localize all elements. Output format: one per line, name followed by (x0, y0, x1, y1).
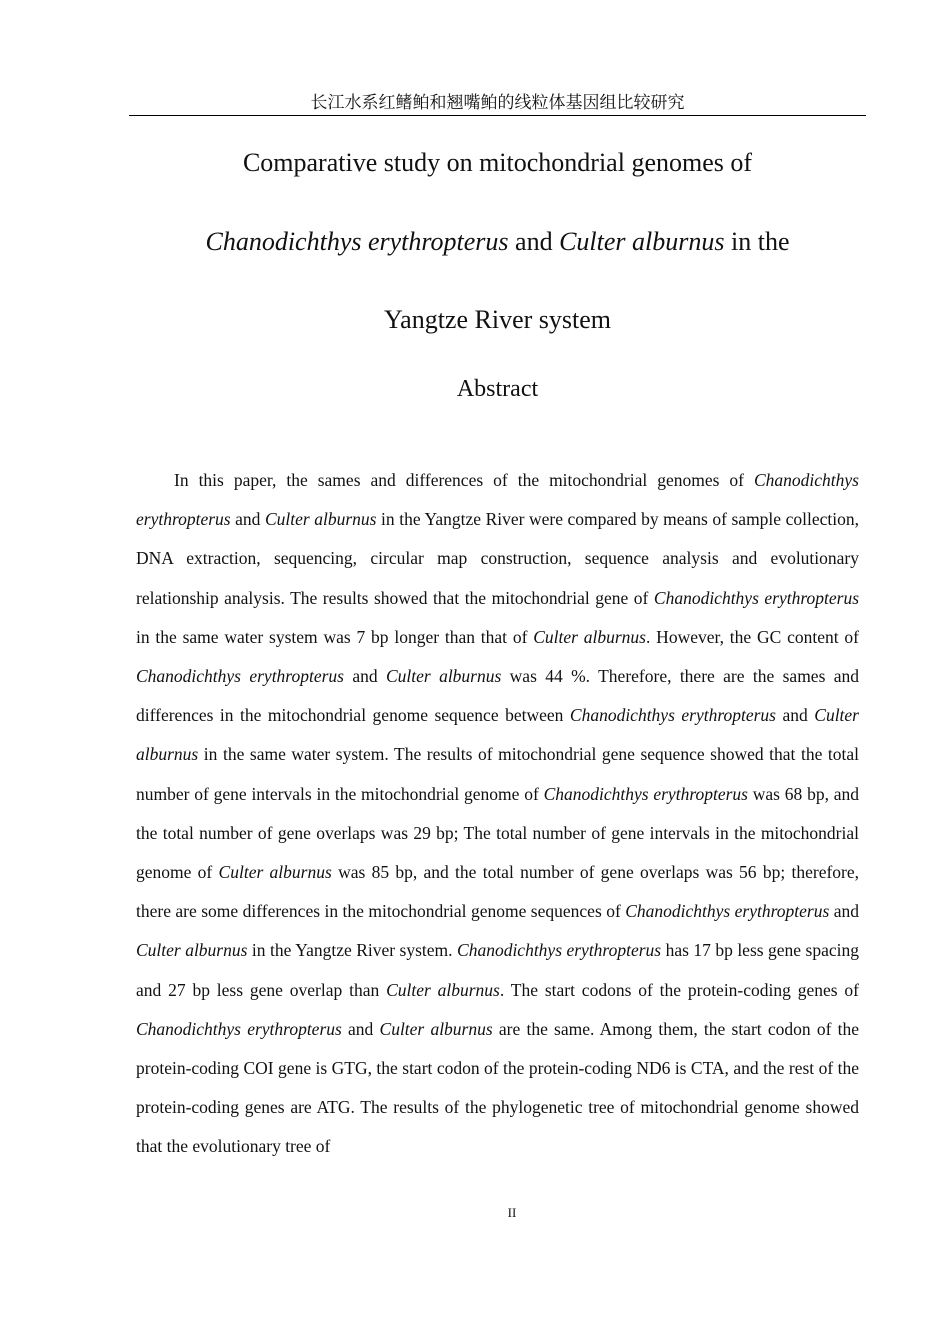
species-name: Chanodichthys erythropterus (136, 666, 344, 687)
running-header: 长江水系红鳍鲌和翘嘴鲌的线粒体基因组比较研究 (310, 93, 685, 113)
species-name: Culter alburnus (136, 940, 248, 961)
title-species-2: Culter alburnus (559, 227, 725, 256)
species-name: Culter alburnus (386, 979, 500, 1000)
abstract-text-segment: in the Yangtze River were compared by means of sample collection, DNA extraction, sequencing, circular map construction, sequence analysis and evolutionary relationship analysis. The results showed that the mitochondrial gene of (136, 509, 859, 608)
abstract-text-segment: . However, the GC content of (646, 626, 859, 647)
title-line-2 (90, 226, 905, 258)
abstract-text-segment: was 68 bp, and the total number of gene overlaps was 29 bp; The total number of gene intervals in the mitochondrial genome of (136, 783, 860, 883)
abstract-text-segment: in the Yangtze River system. (247, 940, 458, 961)
species-name: Chanodichthys erythropterus (625, 901, 830, 922)
abstract-text-segment: and (341, 1018, 380, 1039)
abstract-text-segment: are the same. Among them, the start codon of the protein-coding COI gene is GTG, the start codon of the protein-coding ND6 is CTA, and the rest of the protein-coding genes are ATG. The results of the phylogenetic tree of mitochondrial genome showed that the evolutionary tree of (136, 1018, 859, 1157)
species-name: Chanodichthys erythropterus (457, 940, 662, 961)
title-species-1: Chanodichthys erythropterus (205, 227, 509, 256)
abstract-text-segment: has 17 bp less gene spacing and 27 bp less gene overlap than (136, 940, 859, 1000)
species-name: Culter alburnus (533, 626, 646, 647)
abstract-text-segment: and (776, 705, 815, 726)
abstract-text-segment: and (343, 666, 386, 687)
header-rule (129, 115, 866, 116)
species-name: Chanodichthys erythropterus (136, 470, 859, 530)
abstract-text-segment: and (829, 901, 859, 922)
title-line-1: Comparative study on mitochondrial genomes of (242, 148, 753, 177)
species-name: Chanodichthys erythropterus (136, 1018, 342, 1039)
title-line-3: Yangtze River system (383, 305, 611, 334)
page-number: II (507, 1205, 517, 1220)
abstract-text-segment: was 44 %. Therefore, there are the sames and differences in the mitochondrial genome sequence between (136, 666, 860, 726)
species-name: Culter alburnus (264, 509, 377, 530)
species-name: Culter alburnus (136, 705, 859, 765)
species-name: Chanodichthys erythropterus (653, 587, 860, 608)
abstract-heading: Abstract (456, 376, 539, 402)
abstract-text-segment: in the same water system was 7 bp longer than that of (136, 626, 534, 647)
abstract-text-segment: . The start codons of the protein-coding genes of (499, 979, 859, 1000)
species-name: Culter alburnus (385, 666, 502, 687)
abstract-text-segment: In this paper, the sames and differences of the mitochondrial genomes of (174, 470, 754, 490)
species-name: Chanodichthys erythropterus (543, 783, 748, 804)
abstract-text-segment: was 85 bp, and the total number of gene overlaps was 56 bp; therefore, there are some differences in the mitochondrial genome sequences of (136, 862, 860, 922)
title-line-2-suffix: in the (724, 227, 790, 256)
abstract-text-segment: and (230, 509, 265, 530)
abstract-text-segment: in the same water system. The results of mitochondrial gene sequence showed that the total number of gene intervals in the mitochondrial genome of (136, 744, 859, 804)
species-name: Culter alburnus (379, 1018, 493, 1039)
abstract-body (136, 461, 859, 1167)
species-name: Chanodichthys erythropterus (569, 705, 776, 726)
title-conjunction: and (508, 227, 560, 256)
species-name: Culter alburnus (218, 862, 332, 883)
